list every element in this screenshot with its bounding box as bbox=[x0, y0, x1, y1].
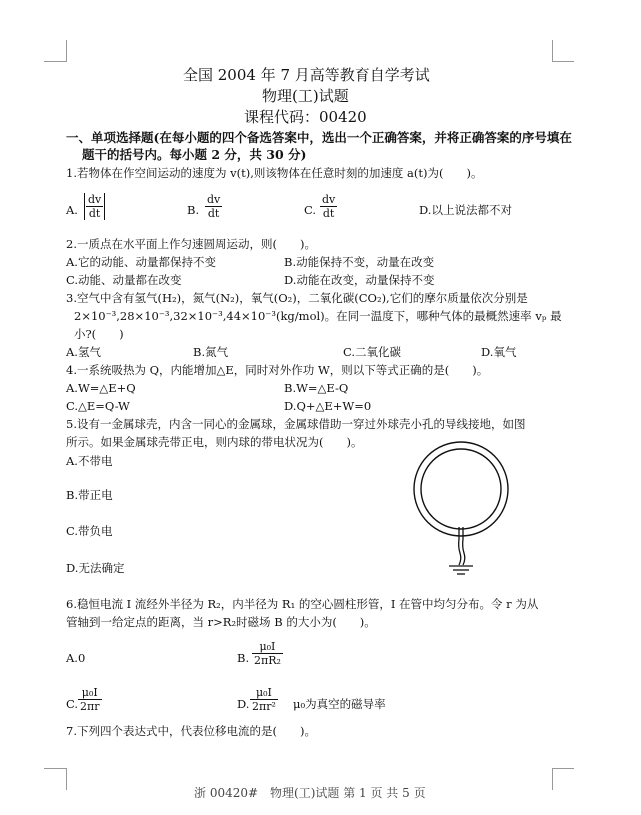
q6-option-a: A.0 bbox=[66, 651, 86, 665]
q5-option-b: B.带正电 bbox=[66, 488, 113, 502]
q1-stem: 1.若物体在作空间运动的速度为 v(t),则该物体在任意时刻的加速度 a(t)为( )。 bbox=[66, 166, 483, 180]
q6-stem-line2: 管轴到一给定点的距离，当 r>R₂时磁场 B 的大小为( )。 bbox=[66, 615, 376, 629]
q3-stem-line3: 小?( ) bbox=[74, 327, 124, 341]
page-footer: 浙 00420# 物理(工)试题 第 1 页 共 5 页 bbox=[194, 786, 426, 800]
q1-option-c-label: C. bbox=[304, 203, 317, 217]
q1-a-denominator: dt bbox=[88, 207, 101, 220]
q6-c-numerator: μ₀I bbox=[78, 686, 102, 700]
q1-option-c-fraction bbox=[320, 193, 337, 220]
q1-b-numerator: dv bbox=[207, 193, 221, 206]
q6-option-c-fraction bbox=[78, 686, 102, 713]
q6-note-permeability: μ₀为真空的磁导率 bbox=[293, 697, 386, 711]
q6-c-denominator: 2πr bbox=[80, 700, 100, 713]
q2-option-c: C.动能、动量都在改变 bbox=[66, 273, 182, 287]
q2-stem: 2.一质点在水平面上作匀速圆周运动，则( )。 bbox=[66, 237, 316, 251]
q5-stem-line1: 5.设有一金属球壳，内含一同心的金属球，金属球借助一穿过外球壳小孔的导线接地，如图 bbox=[66, 417, 526, 431]
q1-a-numerator: dv bbox=[88, 193, 102, 206]
q5-option-d: D.无法确定 bbox=[66, 561, 125, 575]
q4-stem: 4.一系统吸热为 Q，内能增加△E，同时对外作功 W，则以下等式正确的是( )。 bbox=[66, 363, 489, 377]
ground-wire bbox=[463, 527, 465, 565]
q3-option-a: A.氢气 bbox=[66, 345, 101, 359]
outer-shell-outer-edge bbox=[414, 442, 508, 536]
q4-option-c: C.△E=Q-W bbox=[66, 399, 130, 413]
q6-option-d-fraction bbox=[250, 686, 278, 713]
crop-mark bbox=[66, 40, 67, 62]
q3-stem-line2: 2×10⁻³,28×10⁻³,32×10⁻³,44×10⁻³(kg/mol)。在同一温度下，哪种气体的最概然速率 vₚ 最 bbox=[74, 309, 562, 323]
q4-option-d: D.Q+△E+W=0 bbox=[284, 399, 372, 413]
q6-b-denominator: 2πR₂ bbox=[254, 654, 281, 667]
q4-option-a: A.W=△E+Q bbox=[66, 381, 136, 395]
q3-stem-line1: 3.空气中含有氢气(H₂)，氮气(N₂)，氧气(O₂)，二氧化碳(CO₂),它们的摩尔质量依次分别是 bbox=[66, 291, 528, 305]
crop-mark bbox=[552, 768, 574, 769]
q1-c-denominator: dt bbox=[322, 207, 335, 220]
q6-option-b-label: B. bbox=[237, 651, 250, 665]
q6-d-numerator: μ₀I bbox=[250, 686, 278, 700]
exam-title: 全国 2004 年 7 月高等教育自学考试 bbox=[183, 66, 430, 84]
exam-subtitle: 物理(工)试题 bbox=[262, 87, 349, 105]
q3-option-b: B.氮气 bbox=[193, 345, 229, 359]
crop-mark bbox=[552, 61, 574, 62]
q3-option-c: C.二氧化碳 bbox=[343, 345, 402, 359]
ground-wire bbox=[459, 527, 461, 565]
q6-b-numerator: μ₀I bbox=[252, 640, 283, 654]
q3-option-d: D.氧气 bbox=[481, 345, 517, 359]
q1-option-a-fraction bbox=[84, 193, 105, 220]
q6-option-c-label: C. bbox=[66, 697, 79, 711]
q2-option-a: A.它的动能、动量都保持不变 bbox=[66, 255, 216, 269]
q5-option-c: C.带负电 bbox=[66, 524, 113, 538]
q1-option-a-label: A. bbox=[66, 203, 78, 217]
q1-option-b-fraction bbox=[205, 193, 222, 220]
q6-d-denominator: 2πr² bbox=[252, 700, 276, 713]
q1-b-denominator: dt bbox=[207, 207, 220, 220]
q6-stem-line1: 6.稳恒电流 I 流经外半径为 R₂，内半径为 R₁ 的空心圆柱形管，I 在管中均匀分布。令 r 为从 bbox=[66, 597, 539, 611]
crop-mark bbox=[66, 768, 67, 790]
q1-c-numerator: dv bbox=[322, 193, 336, 206]
q1-option-b-label: B. bbox=[187, 203, 200, 217]
q6-option-b-fraction bbox=[252, 640, 283, 667]
q5-option-a: A.不带电 bbox=[66, 454, 113, 468]
crop-mark bbox=[552, 40, 553, 62]
q5-stem-line2: 所示。如果金属球壳带正电，则内球的带电状况为( )。 bbox=[66, 435, 363, 449]
crop-mark bbox=[44, 768, 66, 769]
q5-figure-grounded-spheres bbox=[405, 435, 517, 585]
q7-stem: 7.下列四个表达式中，代表位移电流的是( )。 bbox=[66, 724, 316, 738]
crop-mark bbox=[44, 61, 66, 62]
outer-shell-inner-edge bbox=[421, 449, 501, 529]
crop-mark bbox=[552, 768, 553, 790]
section-heading: 一、单项选择题(在每小题的四个备选答案中，选出一个正确答案，并将正确答案的序号填在 bbox=[66, 130, 572, 145]
section-heading-cont: 题干的括号内。每小题 2 分，共 30 分) bbox=[82, 147, 307, 162]
course-code: 课程代码：00420 bbox=[244, 108, 367, 126]
q2-option-b: B.动能保持不变，动量在改变 bbox=[284, 255, 435, 269]
q2-option-d: D.动能在改变，动量保持不变 bbox=[284, 273, 435, 287]
q6-option-d-label: D. bbox=[237, 697, 250, 711]
q4-option-b: B.W=△E-Q bbox=[284, 381, 349, 395]
q1-option-d: D.以上说法都不对 bbox=[419, 203, 512, 217]
